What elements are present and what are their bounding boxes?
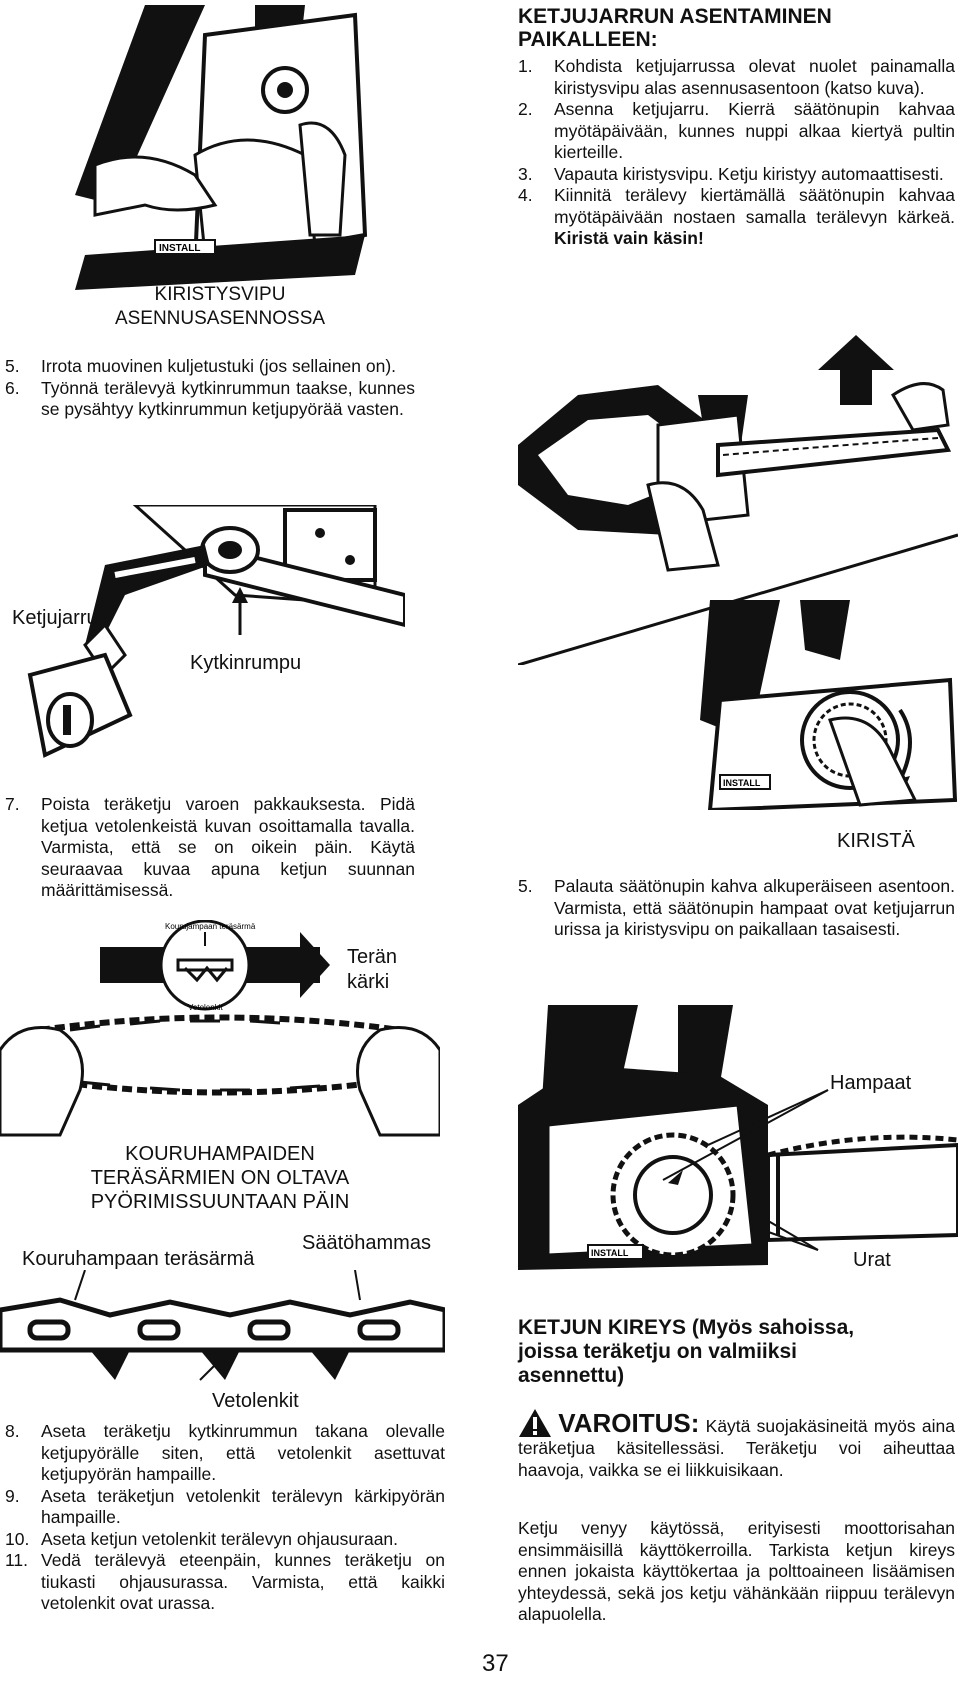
list-item: 2. Asenna ketjujarru. Kierrä säätönupin kahvaa myötäpäivään, kunnes nuppi alkaa kiertyä pultin kierteille. — [518, 99, 955, 162]
steps-5-6 — [5, 356, 415, 421]
list-item: 5. Palauta säätönupin kahva alkuperäiseen asentoon. Varmista, että säätönupin hampaat ovat ketjujarrun urissa ja kiristysvipu on paikallaan tasaisesti. — [518, 876, 955, 939]
list-item: 9. Aseta teräketjun vetolenkit terälevyn kärkipyörän hampaille. — [5, 1485, 445, 1527]
list-item: 5. Irrota muovinen kuljetustuki (jos sellainen on). — [5, 356, 397, 376]
depth-gauge-label: Säätöhammas — [302, 1232, 431, 1254]
cutter-edge-small-label: Kourujampaan teräsärmä — [165, 922, 256, 931]
warning-block — [518, 1408, 955, 1481]
list-item: 6. Työnnä terälevyä kytkinrummun taakse, kunnes se pysähtyy kytkinrummun ketjupyörää vasten. — [5, 377, 415, 419]
tighten-caption: KIRISTÄ — [837, 830, 915, 852]
cutter-direction-caption: KOURUHAMPAIDEN TERÄSÄRMIEN ON OLTAVA PYÖRIMISSUUNTAAN PÄIN — [90, 1143, 350, 1213]
drive-links-label: Vetolenkit — [212, 1390, 299, 1412]
teeth-label: Hampaat — [830, 1072, 912, 1094]
lever-install-figure — [55, 5, 375, 295]
list-item: 11. Vedä terälevyä eteenpäin, kunnes teräketju on tiukasti ohjausurassa. Varmista, että kaikki vetolenkit ovat urassa. — [5, 1550, 445, 1613]
list-item: 8. Aseta teräketju kytkinrummun takana olevalle ketjupyörälle siten, että vetolenkit asettuvat ketjupyörän hampaille. — [5, 1421, 445, 1484]
chain-brake-label: Ketjujarru — [12, 607, 98, 629]
warning-word: VAROITUS: — [558, 1408, 700, 1438]
list-item: 3. Vapauta kiristysvipu. Ketju kiristyy automaattisesti. — [518, 163, 944, 184]
steps-5-right — [518, 876, 955, 941]
tighten-install-label: INSTALL — [723, 778, 761, 788]
list-item: 1. Kohdista ketjujarrussa olevat nuolet painamalla kiristysvipu alas asennusasentoon (katso kuva). — [518, 56, 955, 98]
teeth-install-label: INSTALL — [591, 1248, 629, 1258]
steps-1-4 — [518, 56, 955, 250]
cutter-edge-label: Kouruhampaan teräsärmä — [22, 1248, 255, 1270]
drive-links-small-label: Vetolenkit — [188, 1003, 223, 1012]
steps-7 — [5, 794, 415, 902]
knob-teeth-figure — [518, 1005, 958, 1275]
tension-text: Ketju venyy käytössä, erityisesti moottorisahan ensimmäisillä käyttökerroilla. Tarkista ketjun kireys ennen jokaista käyttökertaa ja polttoaineen lisäämisen yhteydessä, sekä jos ketju vähänkään riippuu terälevyn alapuolella. — [518, 1518, 955, 1624]
warning-icon — [518, 1408, 552, 1438]
lever-install-label: INSTALL — [159, 243, 201, 254]
list-item: 10. Aseta ketjun vetolenkit terälevyn ohjausuraan. — [5, 1528, 399, 1549]
warning-text: Käytä suojakäsineitä myös aina teräketjua käsitellessäsi. Teräketju voi aiheuttaa haavoja, vaikka se ei liikkuisikaan. — [518, 1416, 955, 1480]
chain-brake-heading: KETJUJARRUN ASENTAMINEN PAIKALLEEN: — [518, 5, 832, 51]
steps-8-11 — [5, 1421, 445, 1615]
grooves-label: Urat — [853, 1249, 891, 1271]
bar-tip-label: Terän kärki — [347, 946, 398, 993]
chain-links-figure — [0, 1270, 445, 1390]
lever-install-caption: KIRISTYSVIPU ASENNUSASENNOSSA — [114, 284, 326, 329]
clutch-drum-label: Kytkinrumpu — [190, 652, 302, 674]
list-item: 4. Kiinnitä terälevy kiertämällä säätönupin kahvaa myötäpäivään nostaen samalla terälevyn kärkeä. Kiristä vain käsin! — [518, 185, 955, 248]
list-item: 7. Poista teräketju varoen pakkauksesta. Pidä ketjua vetolenkeistä kuvan osoittamalla tavalla. Varmista, että se on oikein päin. Käytä seuraavaa kuvaa apuna ketjun suunnan määrittämisessä. — [5, 794, 415, 900]
tighten-knob-figure — [700, 600, 960, 810]
clutch-drum-figure — [5, 505, 405, 775]
chain-tension-heading: KETJUN KIREYS (Myös sahoissa, joissa teräketju on valmiiksi asennettu) — [518, 1316, 855, 1387]
page-number: 37 — [482, 1650, 509, 1677]
